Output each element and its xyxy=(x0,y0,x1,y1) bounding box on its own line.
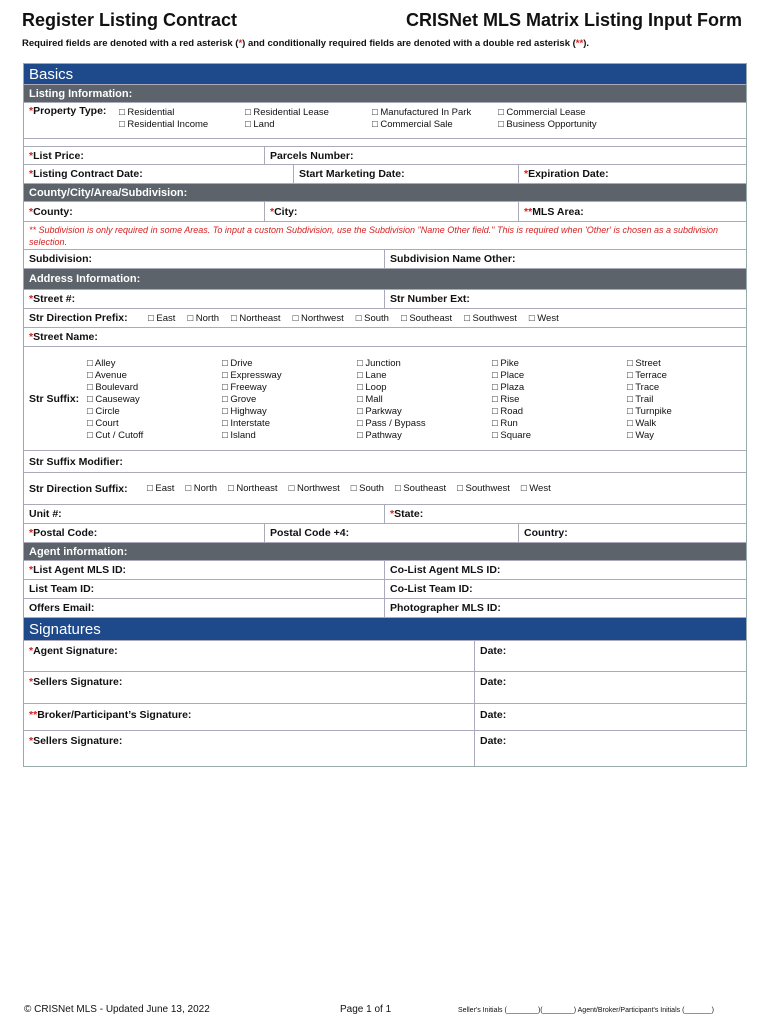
checkbox-option[interactable]: □ Commercial Sale xyxy=(372,119,453,130)
subdivision-row xyxy=(24,250,746,269)
postal-code-4-field[interactable]: Postal Code +4: xyxy=(265,524,519,542)
section-signatures: Signatures xyxy=(24,618,746,641)
dates-row xyxy=(24,165,746,184)
checkbox-option[interactable]: □ Southwest xyxy=(464,312,517,324)
property-type-col[interactable] xyxy=(245,107,372,130)
property-type-label: Property Type: xyxy=(33,105,107,117)
co-list-team-id-field[interactable]: Co-List Team ID: xyxy=(390,583,473,595)
checkbox-option[interactable]: □ Northeast xyxy=(228,483,278,494)
offers-email-field[interactable]: Offers Email: xyxy=(24,599,385,617)
property-type-col[interactable] xyxy=(119,107,245,130)
direction-prefix-options[interactable] xyxy=(148,313,559,324)
checkbox-option[interactable]: □ Business Opportunity xyxy=(498,119,597,130)
subsection-address: Address Information: xyxy=(24,269,746,290)
direction-prefix-row xyxy=(24,309,746,328)
checkbox-option[interactable]: □ West xyxy=(528,312,559,324)
subdivision-name-other-field[interactable]: Subdivision Name Other: xyxy=(390,253,516,265)
str-number-ext-field[interactable]: Str Number Ext: xyxy=(390,293,470,305)
str-direction-prefix-label: Str Direction Prefix: xyxy=(29,312,128,324)
str-suffix-label: Str Suffix: xyxy=(29,393,80,405)
subdivision-note: ** Subdivision is only required in some Areas. To input a custom Subdivision, use the Subdivision "Name Other field." This is required when 'Other' is chosen as a subdivision selection. xyxy=(24,222,746,250)
subdivision-field[interactable]: Subdivision: xyxy=(24,250,385,268)
str-direction-suffix-label: Str Direction Suffix: xyxy=(29,482,128,495)
start-marketing-date-field[interactable]: Start Marketing Date: xyxy=(294,165,519,183)
checkbox-option[interactable]: □ South xyxy=(355,312,389,324)
date-field[interactable]: Date: xyxy=(480,676,507,688)
city-field[interactable]: * City: xyxy=(265,202,519,221)
property-type-col[interactable] xyxy=(498,107,624,130)
checkbox-option[interactable]: □ Southwest xyxy=(457,483,510,494)
list-agent-mls-id-field[interactable]: * List Agent MLS ID: xyxy=(24,561,385,579)
listing-contract-date-field[interactable]: * Listing Contract Date: xyxy=(24,165,294,183)
checkbox-option[interactable]: □ Residential xyxy=(119,107,175,118)
suffix-col[interactable]: □ Drive □ Expressway □ Freeway □ Grove □ Highway □ Interstate □ Island xyxy=(222,358,282,441)
suffix-col[interactable]: □ Alley □ Avenue □ Boulevard □ Causeway □ Circle □ Court □ Cut / Cutoff xyxy=(87,358,144,441)
date-field[interactable]: Date: xyxy=(480,645,507,657)
checkbox-option[interactable]: □ Northwest xyxy=(292,312,344,324)
date-field[interactable]: Date: xyxy=(480,735,507,747)
sellers-signature-field[interactable]: * Sellers Signature: xyxy=(24,672,475,703)
checkbox-option[interactable]: □ Commercial Lease xyxy=(498,107,586,118)
str-suffix-modifier-field[interactable]: Str Suffix Modifier: xyxy=(29,455,123,468)
state-field[interactable]: * State: xyxy=(390,508,424,520)
date-field[interactable]: Date: xyxy=(480,709,507,721)
property-type-row: * Property Type: □ Residential □ Residential Income □ Residential Lease □ Land □ Manufactured In Park □ Commercial Sale □ Commercial Lease □ Business Opportunity xyxy=(24,103,746,139)
county-field[interactable]: * County: xyxy=(24,202,265,221)
agent-signature-field[interactable]: * Agent Signature: xyxy=(24,641,475,671)
sellers-signature-2-row xyxy=(24,731,746,766)
team-id-row xyxy=(24,580,746,599)
footer-page-number: Page 1 of 1 xyxy=(340,1004,392,1015)
broker-signature-row xyxy=(24,704,746,731)
checkbox-option[interactable]: □ Northeast xyxy=(231,312,281,324)
subsection-listing-info: Listing Information: xyxy=(24,85,746,103)
street-number-field[interactable]: * Street #: xyxy=(24,290,385,308)
checkbox-option[interactable]: □ South xyxy=(350,483,384,494)
checkbox-option[interactable]: □ East xyxy=(148,312,176,324)
direction-suffix-row xyxy=(24,473,746,505)
co-list-agent-mls-id-field[interactable]: Co-List Agent MLS ID: xyxy=(390,564,501,576)
checkbox-option[interactable]: □ Southeast xyxy=(400,312,453,324)
required-fields-note: Required fields are denoted with a red asterisk (*) and conditionally required fields are denoted with a double red asterisk (**). xyxy=(22,38,589,49)
agent-id-row xyxy=(24,561,746,580)
sellers-signature-row xyxy=(24,672,746,704)
unit-field[interactable]: Unit #: xyxy=(24,505,385,523)
postal-code-field[interactable]: * Postal Code: xyxy=(24,524,265,542)
checkbox-option[interactable]: □ East xyxy=(147,483,175,494)
suffix-col[interactable]: □ Street □ Terrace □ Trace □ Trail □ Turnpike □ Walk □ Way xyxy=(627,358,672,441)
subsection-county: County/City/Area/Subdivision: xyxy=(24,184,746,202)
form-title: Register Listing Contract xyxy=(22,10,238,30)
checkbox-option[interactable]: □ Land xyxy=(245,119,275,130)
checkbox-option[interactable]: □ North xyxy=(187,312,219,324)
list-team-id-field[interactable]: List Team ID: xyxy=(24,580,385,598)
broker-signature-field[interactable]: ** Broker/Participant’s Signature: xyxy=(24,704,475,730)
str-suffix-row xyxy=(24,347,746,451)
postal-row xyxy=(24,524,746,543)
price-row xyxy=(24,146,746,165)
checkbox-option[interactable]: □ Northwest xyxy=(288,483,340,494)
street-name-row xyxy=(24,328,746,347)
footer-copyright: © CRISNet MLS - Updated June 13, 2022 xyxy=(24,1004,210,1015)
agent-signature-row xyxy=(24,641,746,672)
sellers-signature-2-field[interactable]: * Sellers Signature: xyxy=(24,731,475,766)
checkbox-option[interactable]: □ Residential Income xyxy=(119,119,209,130)
country-field[interactable]: Country: xyxy=(524,527,568,539)
checkbox-option[interactable]: □ Manufactured In Park xyxy=(372,107,472,118)
footer-initials: Seller's Initials (________)(________) Agent/Broker/Participant's Initials (_______) xyxy=(458,1007,714,1014)
suffix-col[interactable]: □ Junction □ Lane □ Loop □ Mall □ Parkway □ Pass / Bypass □ Pathway xyxy=(357,358,426,441)
photographer-mls-id-field[interactable]: Photographer MLS ID: xyxy=(390,602,501,614)
street-name-field[interactable]: * Street Name: xyxy=(29,331,98,343)
section-basics: Basics xyxy=(24,64,746,85)
property-type-col[interactable] xyxy=(372,107,498,130)
suffix-col[interactable]: □ Pike □ Place □ Plaza □ Rise □ Road □ Run □ Square xyxy=(492,358,532,441)
subsection-agent: Agent information: xyxy=(24,543,746,561)
checkbox-option[interactable]: □ North xyxy=(185,483,217,494)
mls-area-field[interactable]: ** MLS Area: xyxy=(524,205,584,218)
list-price-field[interactable]: * List Price: xyxy=(24,147,265,164)
listing-form xyxy=(23,63,747,767)
suffix-modifier-row xyxy=(24,451,746,473)
form-subtitle: CRISNet MLS Matrix Listing Input Form xyxy=(406,10,742,30)
checkbox-option[interactable]: □ West xyxy=(520,483,551,494)
checkbox-option[interactable]: □ Residential Lease xyxy=(245,107,329,118)
direction-suffix-options[interactable] xyxy=(147,483,551,494)
offers-row xyxy=(24,599,746,618)
checkbox-option[interactable]: □ Southeast xyxy=(394,483,447,494)
unit-row xyxy=(24,505,746,524)
parcels-number-field[interactable]: Parcels Number: xyxy=(270,149,354,162)
expiration-date-field[interactable]: * Expiration Date: xyxy=(524,168,609,180)
street-number-row xyxy=(24,290,746,309)
county-row xyxy=(24,202,746,222)
